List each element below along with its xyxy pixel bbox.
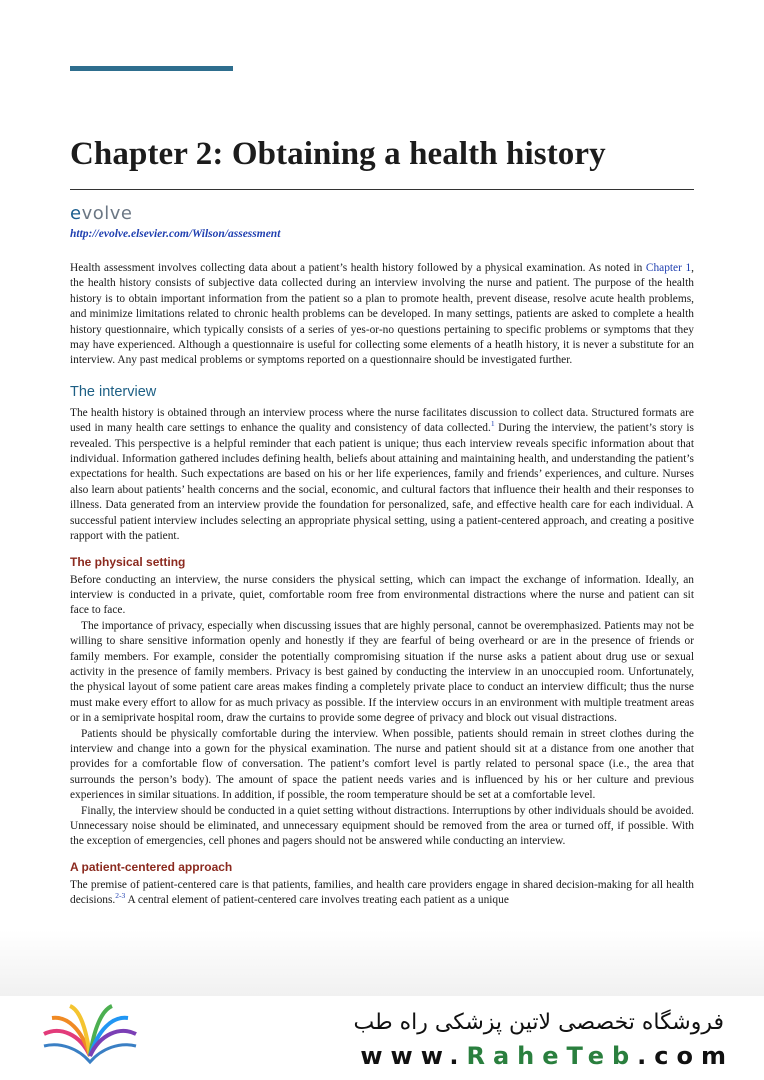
physical-setting-paragraph-4: Finally, the interview should be conducted in a quiet setting without distractions. Interruptions by other individuals should be avoided. Unnecessary noise should be eliminated, and unnecessary equipment should be removed from the area or turned off, if possible. With the exception of emergencies, cell phones and pagers should not be answered while conducting an interview. [70,804,694,848]
physical-setting-paragraph-1: Before conducting an interview, the nurse considers the physical setting, which can impact the exchange of information. Ideally, an interview is conducted in a private, quiet, comfortable room free from environmental distractions where the nurse and patient can sit face to face. [70,573,694,617]
intro-paragraph: Health assessment involves collecting data about a patient’s health history followed by a physical examination. As noted in Chapter 1, the health history consists of subjective data collected during an interview involving the nurse and patient. The purpose of the health history is to obtain important information from the patient so a plan to promote health, prevent disease, resolve acute health problems, and minimize limitations related to chronic health problems can be developed. In many settings, patients are asked to complete a health history questionnaire, which typically consists of a series of yes-or-no questions pertaining to specific problems or symptoms that they may have experienced. Although a questionnaire is useful for collecting some elements of a heatlh history, it is never a substitute for an interview. Any past medical problems or symptoms reported on a questionnaire should be investigated further. [70,262,694,367]
chapter-title: Chapter 2: Obtaining a health history [70,136,606,172]
evolve-logo: evolve [70,203,133,224]
evolve-url-link[interactable]: http://evolve.elsevier.com/Wilson/assessment [70,228,281,240]
chapter-body [70,261,694,909]
interview-paragraph: The health history is obtained through an interview process where the nurse facilitates discussion to collect data. Structured formats are used in many health care settings to enhance the quality and consistency of data collected.$^1$ During the interview, the patient’s story is revealed. This perspective is a helpful reminder that each patient is unique; thus each interview reveals specific information about that individual. Information gathered includes defining health, beliefs about attaining and maintaining health, and understanding the patient’s expectations for health. Such expectations are based on his or her life experiences, family and friends’ experiences, and culture. Nurses also learn about patients’ health concerns and the social, economic, and cultural factors that influence their health and their responses to illness. Data generated from an interview provide the foundation for personalized, safe, and effective health care for each individual. A successful patient interview includes selecting an appropriate physical setting, using a patient-centered approach, and creating a positive rapport with the patient. [70,406,694,543]
section-heading-interview: The interview [70,383,157,400]
subsection-heading-patient-centered: A patient-centered approach [70,859,233,874]
chapter-1-link[interactable]: Chapter 1 [645,262,692,274]
watermark-footer [0,996,764,1080]
physical-setting-paragraph-3: Patients should be physically comfortable during the interview. When possible, patients should remain in street clothes during the interview and change into a gown for the physical examination. The nurse and patient should sit at a distance from one another that provides for a comfortable flow of conversation. The patient’s comfort level is partly related to personal space (i.e., the area that surrounds the person’s body). The amount of space the patient needs varies and is influenced by his or her culture and previous experiences in similar situations. In addition, if possible, the room temperature should be set at a comfortable level. [70,727,694,802]
reference-1-link[interactable]: 1 [490,419,495,429]
open-book-logo-icon [40,1004,140,1068]
reference-2-3-link[interactable]: 2-3 [115,891,126,901]
chapter-accent-bar [70,66,233,71]
subsection-heading-physical-setting: The physical setting [70,554,186,569]
store-url: www.RaheTeb.com [360,1042,734,1070]
physical-setting-paragraph-2: The importance of privacy, especially when discussing issues that are highly personal, cannot be overemphasized. Patients may not be willing to share sensitive information openly and honestly if they are fearful of being overheard or are in the presence of friends or family members. For example, consider the potentially compromising situation if the nurse asks a patient about drug use or sexual activity in the presence of family members. Privacy is best gained by conducting the interview in an unoccupied room. Unfortunately, the physical layout of some patient care areas makes finding a completely private place to conduct an interview difficult; thus the nurse must make every effort to allow for as much privacy as possible. If the interview occurs in an environment with multiple treatment areas or in a semiprivate hospital room, draw the curtains to provide some degree of privacy and block out visual distractions. [70,619,694,725]
title-divider [70,189,694,190]
patient-centered-paragraph: The premise of patient-centered care is that patients, families, and health care providers engage in shared decision-making for all health decisions.$^{2-3}$ A central element of patient-centered care involves treating each patient as a unique [70,878,694,907]
store-name: فروشگاه تخصصی لاتین پزشکی راه طب [353,1010,724,1035]
page-fade-overlay [0,930,764,1000]
